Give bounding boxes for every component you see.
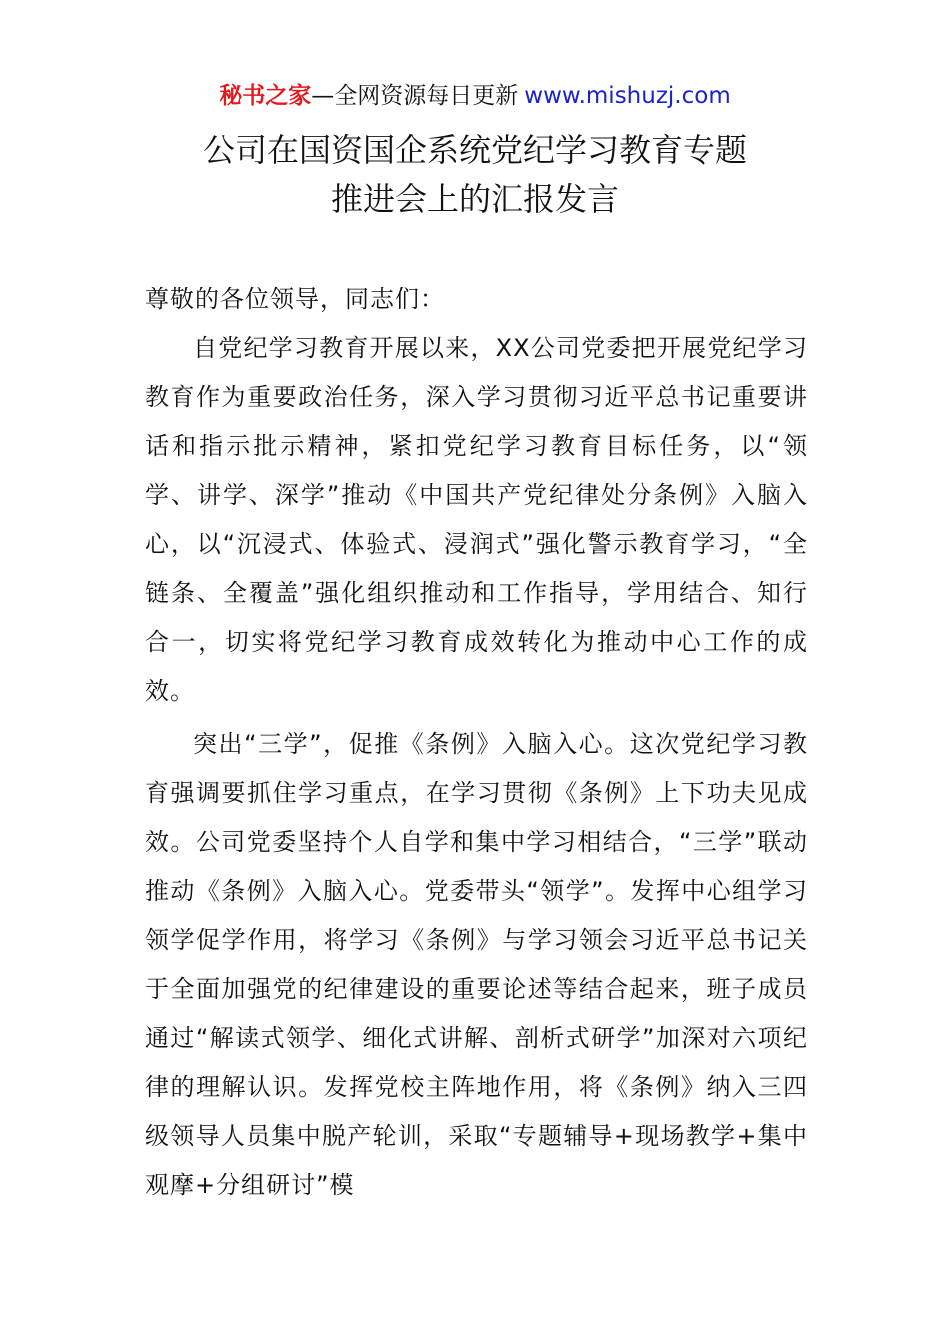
header-tagline: —全网资源每日更新 bbox=[311, 83, 519, 109]
document-body bbox=[145, 275, 808, 1210]
paragraph-2: 突出“三学”，促推《条例》入脑入心。这次党纪学习教育强调要抓住学习重点，在学习贯彻《条例》上下功夫见成效。公司党委坚持个人自学和集中学习相结合，“三学”联动推动《条例》入脑入心。党委带头“领学”。发挥中心组学习领学促学作用，将学习《条例》与学习领会习近平总书记关于全面加强党的纪律建设的重要论述等结合起来，班子成员通过“解读式领学、细化式讲解、剖析式研学”加深对六项纪律的理解认识。发挥党校主阵地作用，将《条例》纳入三四级领导人员集中脱产轮训，采取“专题辅导+现场教学+集中观摩+分组研讨”模 bbox=[145, 730, 808, 1199]
site-url-link[interactable]: www.mishuzj.com bbox=[524, 83, 731, 109]
title-line-1: 公司在国资国企系统党纪学习教育专题 bbox=[202, 131, 747, 169]
brand-name: 秘书之家 bbox=[219, 83, 312, 109]
site-header bbox=[0, 80, 950, 112]
paragraph-1: 自党纪学习教育开展以来，XX公司党委把开展党纪学习教育作为重要政治任务，深入学习贯彻习近平总书记重要讲话和指示批示精神，紧扣党纪学习教育目标任务，以“领学、讲学、深学”推动《中国共产党纪律处分条例》入脑入心，以“沉浸式、体验式、浸润式”强化警示教育学习，“全链条、全覆盖”强化组织推动和工作指导，学用结合、知行合一，切实将党纪学习教育成效转化为推动中心工作的成效。 bbox=[145, 334, 808, 705]
salutation: 尊敬的各位领导，同志们： bbox=[145, 285, 445, 313]
title-line-2: 推进会上的汇报发言 bbox=[330, 180, 619, 218]
document-title bbox=[0, 126, 950, 224]
